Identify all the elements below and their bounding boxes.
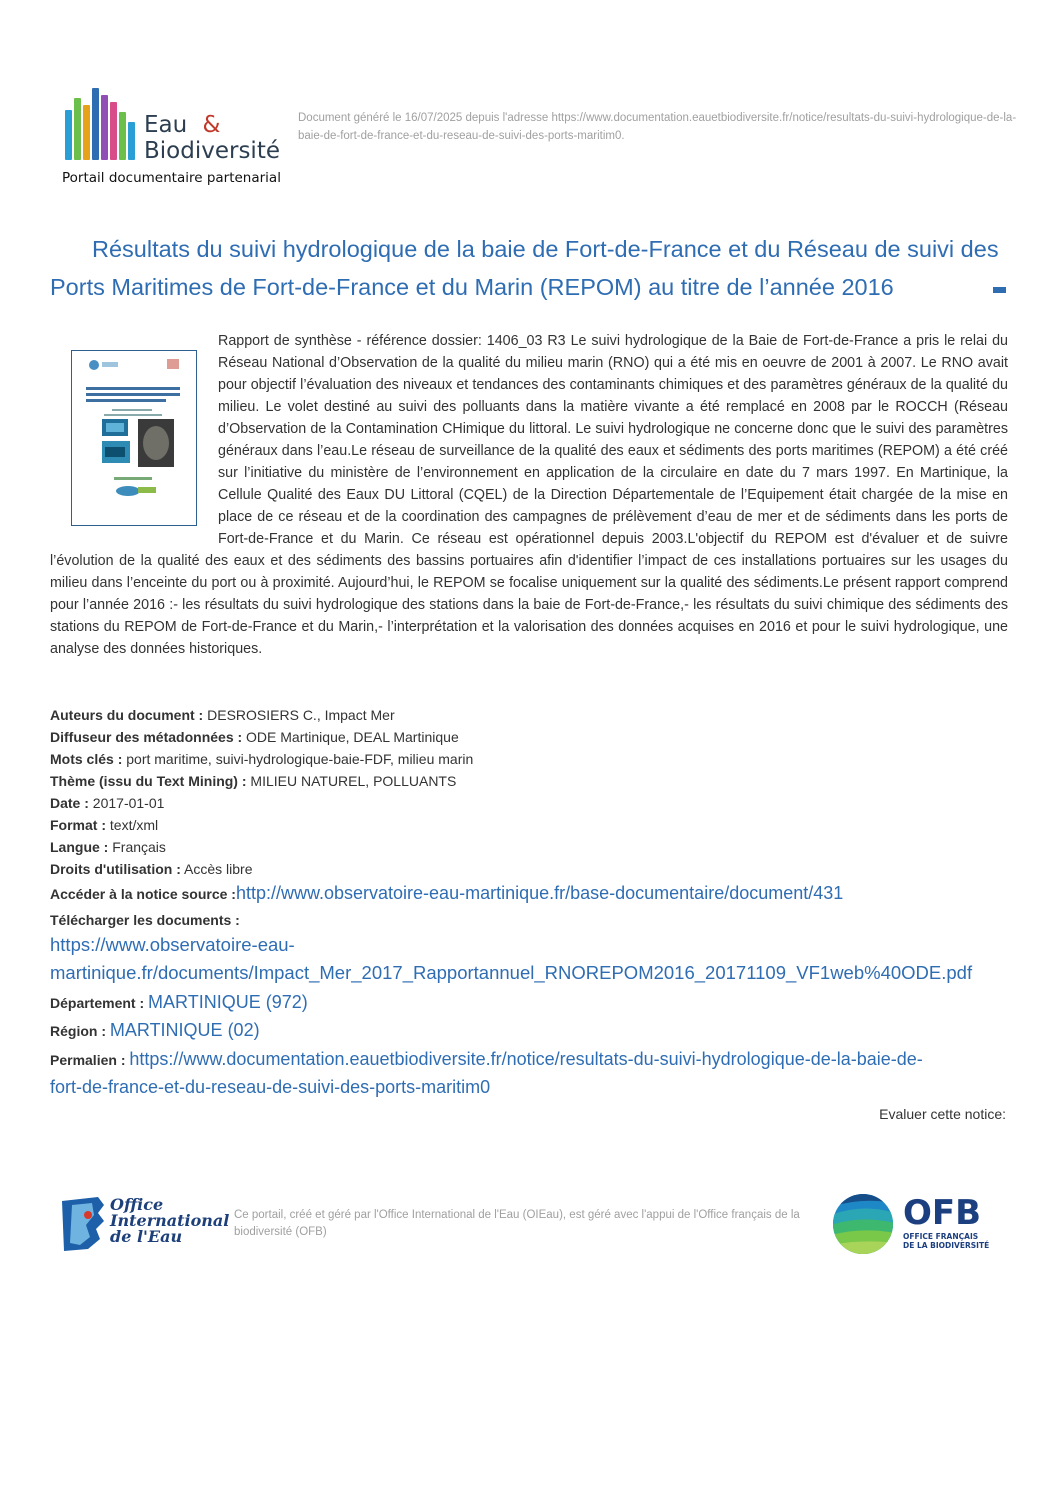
meta-region: [50, 1020, 260, 1041]
logo-bar: [92, 88, 99, 160]
date-label: Date :: [50, 795, 89, 811]
oieau-logo[interactable]: [58, 1195, 228, 1255]
meta-date: [50, 795, 164, 811]
meta-format: [50, 817, 158, 833]
logo-bar: [65, 110, 72, 160]
language-value: Français: [112, 839, 166, 855]
permalink-link-continued[interactable]: fort-de-france-et-du-reseau-de-suivi-des-ports-maritim0: [50, 1077, 491, 1097]
permalink-label: Permalien :: [50, 1052, 126, 1068]
date-value: 2017-01-01: [92, 795, 165, 811]
generated-note: Document généré le 16/07/2025 depuis l'adresse https://www.documentation.eauetbiodiversite.fr/notice/resultats-du-suivi-hydrologique-de-la-baie-de-fort-de-france-et-du-reseau-de-suivi-des-ports-maritim0.: [298, 112, 1017, 142]
ofb-subtitle-line1: OFFICE FRANÇAIS: [903, 1232, 979, 1241]
logo-bar: [128, 122, 135, 160]
rights-label: Droits d'utilisation :: [50, 861, 181, 877]
footer-text: Ce portail, créé et géré par l'Office International de l'Eau (OIEau), est géré avec l'appui de l'Office français de la biodiversité (OFB): [234, 1209, 800, 1238]
theme-value: MILIEU NATUREL, POLLUANTS: [250, 773, 457, 789]
region-link[interactable]: MARTINIQUE (02): [109, 1020, 260, 1040]
eau-biodiversite-logo[interactable]: [60, 60, 290, 190]
logo-bar: [74, 98, 81, 160]
region-label: Région :: [50, 1023, 106, 1039]
oieau-line1: Office: [110, 1195, 164, 1214]
summary-text: Rapport de synthèse - référence dossier: 1406_03 R3 Le suivi hydrologique de la Baie de Fort-de-France a pris le relai du Réseau National d’Observation de la qualité du milieu marin (RNO) qui a été mis en oeuvre de 2001 à 2007. Le RNO avait pour objectif l’évaluation des niveaux et tendances des contaminants chimiques et des paramètres généraux de la qualité du milieu. Le volet destiné au suivi des polluants dans la matière vivante a été remplacé en 2008 par le ROCCH (Réseau d’Observation de la Contamination CHimique du littoral. Le suivi hydrologique ne concerne donc que le suivi des paramètres généraux dans l’eau.Le réseau de surveillance de la qualité des eaux et sédiments des ports maritimes (REPOM) a été créé sur l’initiative du ministère de l’environnement en application de la circulaire en date du 7 mars 1997. En Martinique, la Cellule Qualité des Eaux DU Littoral (CQEL) de la Direction Départementale de l’Equipement était chargée de la mise en place de ce réseau et de la coordination des campagnes de prélèvement d’eau de mer et de sédiments dans les ports de Fort-de-France et du Marin. Ce réseau est opérationnel depuis 2003.L'objectif du REPOM est d'évaluer et de suivre l’évolution de la qualité des eaux et des sédiments des bassins portuaires afin d'identifier l’impact de ces installations portuaires sur les usages du milieu dans l’enceinte du port ou à proximité. Aujourd’hui, le REPOM se focalise uniquement sur la qualité des sédiments.Le présent rapport comprend pour l’année 2016 :- les résultats du suivi hydrologique des stations dans la baie de Fort-de-France,- les résultats du suivi chimique des sédiments des stations du REPOM de Fort-de-France et du Marin,- l’interprétation et la valorisation des données acquises en 2016 et pour le suivi hydrologique, une analyse des données historiques.: [50, 333, 1008, 657]
language-label: Langue :: [50, 839, 109, 855]
source-label: Accéder à la notice source :: [50, 886, 236, 902]
meta-publisher: [50, 729, 459, 745]
department-label: Département :: [50, 995, 145, 1011]
logo-bar: [119, 112, 126, 160]
logo-text-biodiversite: Biodiversité: [144, 138, 280, 164]
download-link[interactable]: https://www.observatoire-eau-: [50, 934, 295, 955]
source-link[interactable]: http://www.observatoire-eau-martinique.fr/base-documentaire/document/431: [235, 883, 844, 903]
download-link-continued[interactable]: martinique.fr/documents/Impact_Mer_2017_Rapportannuel_RNOREPOM2016_20171109_VF1web%40ODE.pdf: [50, 962, 973, 983]
meta-department: [50, 992, 308, 1013]
meta-keywords: [50, 751, 473, 767]
oieau-wordmark: [110, 1197, 229, 1245]
meta-language: [50, 839, 166, 855]
oieau-line2: International: [110, 1211, 230, 1230]
ofb-logo[interactable]: [831, 1193, 1001, 1257]
download-label: Télécharger les documents :: [50, 912, 240, 928]
permalink-link[interactable]: https://www.documentation.eauetbiodiversite.fr/notice/resultats-du-suivi-hydrologique-de-la-baie-de-: [129, 1049, 923, 1069]
ofb-emblem: [831, 1193, 895, 1255]
evaluate-notice-label: Evaluer cette notice:: [879, 1106, 1006, 1122]
cover-spacer: [50, 330, 218, 548]
ofb-subtitle-line2: DE LA BIODIVERSITÉ: [903, 1241, 990, 1250]
rights-value: Accès libre: [184, 861, 253, 877]
oieau-emblem: [58, 1195, 110, 1253]
logo-bar: [83, 105, 90, 160]
ofb-subtitle: [903, 1232, 989, 1250]
page-title: [50, 230, 1010, 306]
logo-subtitle: Portail documentaire partenarial: [62, 170, 281, 186]
authors-value: DESROSIERS C., Impact Mer: [207, 707, 395, 723]
department-link[interactable]: MARTINIQUE (972): [148, 992, 308, 1012]
document-summary: [50, 330, 1008, 660]
logo-text-eau: Eau &: [144, 112, 221, 138]
meta-download: [50, 912, 240, 928]
ofb-wordmark: OFB: [903, 1193, 982, 1233]
format-label: Format :: [50, 817, 106, 833]
keywords-value: port maritime, suivi-hydrologique-baie-FDF, milieu marin: [126, 751, 474, 767]
title-text: Résultats du suivi hydrologique de la baie de Fort-de-France et du Réseau de suivi des Ports Maritimes de Fort-de-France et du Marin (REPOM) au titre de l’année 2016: [50, 236, 999, 300]
authors-label: Auteurs du document :: [50, 707, 204, 723]
meta-rights: [50, 861, 252, 877]
download-link-line2-row: [50, 962, 972, 984]
meta-authors: [50, 707, 395, 723]
logo-bar: [110, 102, 117, 160]
oieau-line3: de l'Eau: [110, 1227, 183, 1246]
keywords-label: Mots clés :: [50, 751, 123, 767]
download-link-line1-row: [50, 934, 295, 956]
publisher-value: ODE Martinique, DEAL Martinique: [246, 729, 459, 745]
meta-theme: [50, 773, 456, 789]
publisher-label: Diffuseur des métadonnées :: [50, 729, 243, 745]
logo-bar: [101, 95, 108, 160]
meta-source: [50, 883, 843, 904]
logo-ampersand: &: [202, 112, 221, 138]
meta-permalink: [50, 1049, 923, 1070]
permalink-line2-row: [50, 1077, 490, 1098]
format-value: text/xml: [109, 817, 159, 833]
title-marker: [993, 287, 1006, 293]
theme-label: Thème (issu du Text Mining) :: [50, 773, 247, 789]
